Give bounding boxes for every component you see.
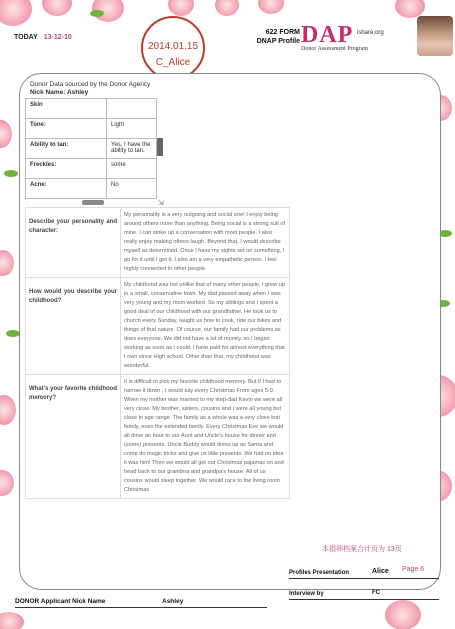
trait-row <box>26 179 157 199</box>
dap-logo <box>301 22 384 52</box>
stamp-date: 2014.01.15 <box>147 41 199 52</box>
resize-grip-icon[interactable]: ⇲ <box>158 200 164 207</box>
divider <box>289 599 439 600</box>
page-number: Page 6 <box>402 566 425 573</box>
question-label: What's your favorite childhood memory? <box>26 375 121 499</box>
trait-row <box>26 159 157 179</box>
logo-small: ishare.org <box>357 30 384 36</box>
logo-subtitle: Donor Assessment Program <box>301 46 368 52</box>
nick-name: Nick Name: Ashley <box>30 89 89 96</box>
profiles-value: Alice <box>372 568 389 575</box>
trait-row <box>26 99 157 119</box>
trait-value: Light <box>107 119 157 139</box>
question-label: Describe your personality and character: <box>26 208 121 278</box>
donor-applicant-label: DONOR Applicant Nick Name <box>15 598 106 605</box>
today-date <box>14 34 72 41</box>
trait-value: some <box>107 159 157 179</box>
approval-stamp <box>141 16 205 80</box>
trait-label: Ability to tan: <box>26 139 107 159</box>
trait-value: Yes, I have the ability to tan. <box>107 139 157 159</box>
table-resize-control[interactable] <box>82 200 104 205</box>
today-value: 13-12-10 <box>43 34 72 41</box>
trait-label: Acne: <box>26 179 107 199</box>
interview-label: Interview by <box>289 591 324 597</box>
logo-text: DAP <box>301 22 354 48</box>
total-pages-note: 本捐卵档案合计页为 13页 <box>322 546 402 553</box>
answer-text: My childhood was not unlike that of many other people. I grew up in a small, conservative town. My dad passed away when I was very young and my mom worked. So my siblings and I spent a good deal of our childhood with our grandfather. He took us to church every Sunday, taught us how to cook, ride our bikes and things of that nature. Of course, our family had our problems as does everyone. We did not have a lot of money, so I began working as soon as I could. I have paid for almost everything that I own since High school. Other than that, my childhood was wonderful. <box>121 278 290 375</box>
traits-table <box>25 98 157 199</box>
answer-row <box>26 208 290 278</box>
trait-label: Tone: <box>26 119 107 139</box>
profiles-label: Profiles Presentation <box>289 570 350 576</box>
answers-table <box>25 207 290 499</box>
divider <box>15 607 267 608</box>
answer-row <box>26 375 290 499</box>
trait-label: Freckles: <box>26 159 107 179</box>
trait-label: Skin <box>26 99 107 119</box>
form-title <box>232 28 300 46</box>
answer-row <box>26 278 290 375</box>
answer-text: It is difficult to pick my favorite childhood memory. But if I had to narrow it down , I would say every Christmas From ages 5-9. When my mother was married to my step-dad Kevin we were all very close. My brother, sisters, cousins and I were all young but close in age range. The family as a whole was a very close knit family, even the extended family. Every Christmas Eve we would all drive an hour to our Aunt and Uncle's house for dinner and (some) presents. Uncle Buddy would dress up as Santa and come do magic tricks and give us little presents. We had no idea it was him! Then we would all get our Christmas pajamas on and head back to our grandma and grandpa's house. All of us cousins would sleep together. We would race to the living room Christmas <box>121 375 290 499</box>
stamp-name: C_Alice <box>155 57 191 68</box>
donor-applicant-value: Ashley <box>162 598 184 605</box>
trait-value: No <box>107 179 157 199</box>
donor-source <box>30 81 150 97</box>
form-subtitle: DNAP Profile <box>256 38 300 45</box>
donor-source-text: Donor Data sourced by the Donor Agency <box>30 81 151 88</box>
question-label: How would you describe your childhood? <box>26 278 121 375</box>
scrollbar[interactable] <box>157 138 163 156</box>
trait-row <box>26 139 157 159</box>
donor-photo <box>417 16 453 56</box>
form-number: 622 FORM <box>265 29 300 36</box>
trait-row <box>26 119 157 139</box>
answer-text: My personality is a very outgoing and social one! I enjoy being around others more than anything. Being social is a strong suit of mine. I can strike up a conversation with most people. I also really enjoy making others laugh. Beyond that, I would describe myself as determined. Once I have my sights set on something, I go for it until I get it. I also am a very empathetic person. I feel highly connected to other people. <box>121 208 290 278</box>
today-label: TODAY <box>14 34 38 41</box>
interview-value: FC <box>372 590 380 596</box>
divider <box>289 578 439 579</box>
trait-value <box>107 99 157 119</box>
